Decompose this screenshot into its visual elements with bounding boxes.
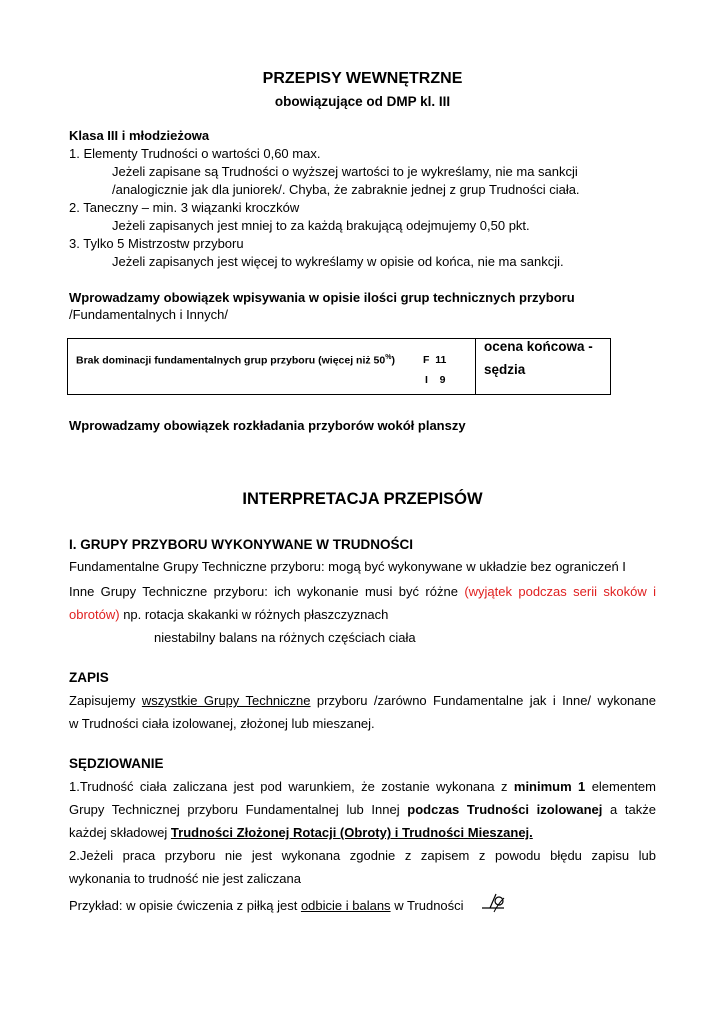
- final-score-label: ocena końcowa -: [484, 339, 593, 354]
- page-subtitle: obowiązujące od DMP kl. III: [274, 94, 451, 109]
- page-title: PRZEPISY WEWNĘTRZNE: [262, 70, 463, 87]
- other-label: I: [425, 374, 428, 386]
- sedziowanie-p1-line-2: [69, 802, 656, 817]
- rule-item-1: 1. Elementy Trudności o wartości 0,60 max.: [69, 146, 321, 161]
- zapis-pre: Zapisujemy: [69, 693, 136, 708]
- section-heading-sedziowanie: SĘDZIOWANIE: [69, 756, 164, 771]
- p1-g: każdej składowej: [69, 825, 168, 840]
- p1-d: Grupy Technicznej przyboru Fundamentalnej lub Innej: [69, 802, 400, 817]
- obligation-heading: Wprowadzamy obowiązek wpisywania w opisie ilości grup technicznych przyboru: [69, 290, 575, 305]
- groups-exception-end: obrotów): [69, 607, 120, 622]
- groups-line-3: [69, 607, 388, 622]
- fundamental-count: [423, 354, 446, 366]
- example-pre: Przykład: w opisie ćwiczenia z piłką jest: [69, 898, 298, 913]
- evaluation-table: [67, 338, 611, 395]
- table-criterion: [76, 354, 395, 367]
- rule-item-1-detail-1: Jeżeli zapisane są Trudności o wyższej wartości to je wykreślamy, nie ma sankcji: [112, 164, 578, 179]
- obligation-apparatus: Wprowadzamy obowiązek rozkładania przyborów wokół planszy: [69, 418, 466, 433]
- judge-label: sędzia: [484, 362, 526, 377]
- p1-a: 1.Trudność ciała zaliczana jest pod warunkiem, że zostanie wykonana z: [69, 779, 508, 794]
- p1-complex: Trudności Złożonej Rotacji (Obroty) i Trudności Mieszanej.: [170, 825, 533, 840]
- fundamental-label: F: [423, 354, 430, 366]
- zapis-line-1: [69, 693, 656, 708]
- section-heading-zapis: ZAPIS: [69, 670, 109, 685]
- rule-item-1-detail-2: /analogicznie jak dla juniorek/. Chyba, że zabraknie jednej z grup Trudności ciała.: [112, 182, 580, 197]
- sedziowanie-p2-line-1: 2.Jeżeli praca przyboru nie jest wykonana zgodnie z zapisem z powodu błędu zapisu lub: [69, 848, 656, 863]
- fundamental-value: 11: [435, 354, 447, 366]
- balance-symbol-icon: [480, 890, 510, 914]
- groups-example: np. rotacja skakanki w różnych płaszczyznach: [123, 607, 389, 622]
- rule-item-3: 3. Tylko 5 Mistrzostw przyboru: [69, 236, 244, 251]
- other-count: [425, 374, 445, 386]
- zapis-all-groups: wszystkie Grupy Techniczne: [141, 693, 311, 708]
- p1-minimum: minimum 1: [513, 779, 586, 794]
- criterion-close: ): [391, 354, 395, 367]
- criterion-percent-sign: %: [385, 354, 392, 361]
- example-post: w Trudności: [394, 898, 464, 913]
- groups-exception: (wyjątek podczas serii skoków i: [464, 584, 656, 599]
- p1-c: elementem: [591, 779, 656, 794]
- groups-example-2: niestabilny balans na różnych częściach ciała: [154, 630, 416, 645]
- rule-item-2-detail: Jeżeli zapisanych jest mniej to za każdą brakującą odejmujemy 0,50 pkt.: [112, 218, 530, 233]
- rule-item-3-detail: Jeżeli zapisanych jest więcej to wykreślamy w opisie od końca, nie ma sankcji.: [112, 254, 564, 269]
- section-heading-groups: I. GRUPY PRZYBORU WYKONYWANE W TRUDNOŚCI: [69, 537, 414, 552]
- rule-item-2: 2. Taneczny – min. 3 wiązanki kroczków: [69, 200, 300, 215]
- section-title-interpretation: INTERPRETACJA PRZEPISÓW: [242, 490, 483, 508]
- example-elements: odbicie i balans: [300, 898, 391, 913]
- other-value: 9: [439, 374, 446, 386]
- sedziowanie-p2-line-2: wykonania to trudność nie jest zaliczana: [69, 871, 301, 886]
- p1-isolated: podczas Trudności izolowanej: [407, 802, 603, 817]
- zapis-line-2: w Trudności ciała izolowanej, złożonej lub mieszanej.: [69, 716, 375, 731]
- groups-line-2: [69, 584, 656, 599]
- table-divider: [475, 339, 476, 394]
- section-heading-klasa: Klasa III i młodzieżowa: [69, 128, 210, 143]
- groups-line-1: Fundamentalne Grupy Techniczne przyboru: mogą być wykonywane w układzie bez ograniczeń I: [69, 559, 626, 574]
- p1-f: a także: [610, 802, 656, 817]
- criterion-text: Brak dominacji fundamentalnych grup przyboru (więcej niż 50: [76, 354, 386, 367]
- groups-line-2-text: Inne Grupy Techniczne przyboru: ich wykonanie musi być różne: [69, 584, 458, 599]
- example-line: [69, 898, 464, 913]
- obligation-note: /Fundamentalnych i Innych/: [69, 307, 228, 322]
- sedziowanie-p1-line-1: [69, 779, 656, 794]
- sedziowanie-p1-line-3: [69, 825, 533, 840]
- zapis-post: przyboru /zarówno Fundamentalne jak i Inne/ wykonane: [316, 693, 656, 708]
